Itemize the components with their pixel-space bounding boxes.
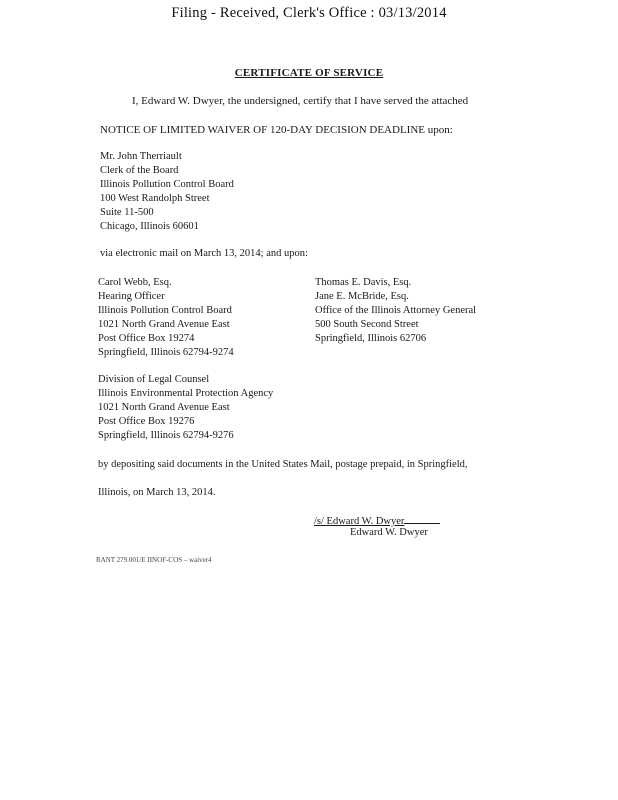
address-line: Clerk of the Board bbox=[100, 165, 179, 176]
document-code: RANT 279.001/E IINOF-COS – waiver4 bbox=[96, 556, 212, 564]
address-line: Carol Webb, Esq. bbox=[98, 277, 172, 288]
signature: /s/ Edward W. Dwyer bbox=[314, 516, 405, 527]
mail-line-2: Illinois, on March 13, 2014. bbox=[98, 487, 216, 498]
recipient-attorney-general bbox=[315, 276, 476, 346]
signature-underline bbox=[404, 513, 440, 524]
recipient-clerk bbox=[100, 150, 234, 234]
address-line: Chicago, Illinois 60601 bbox=[100, 221, 199, 232]
recipient-hearing-officer bbox=[98, 276, 234, 360]
address-line: Springfield, Illinois 62794-9274 bbox=[98, 347, 234, 358]
signature-line bbox=[314, 513, 440, 527]
address-line: Springfield, Illinois 62794-9276 bbox=[98, 430, 234, 441]
document-title: CERTIFICATE OF SERVICE bbox=[234, 67, 384, 79]
address-line: Jane E. McBride, Esq. bbox=[315, 291, 409, 302]
address-line: 1021 North Grand Avenue East bbox=[98, 402, 230, 413]
address-line: Illinois Pollution Control Board bbox=[100, 179, 234, 190]
address-line: Post Office Box 19276 bbox=[98, 416, 195, 427]
address-line: 100 West Randolph Street bbox=[100, 193, 210, 204]
address-line: Springfield, Illinois 62706 bbox=[315, 333, 427, 344]
address-line: Illinois Pollution Control Board bbox=[98, 305, 232, 316]
signer-name: Edward W. Dwyer bbox=[350, 527, 428, 538]
address-line: Hearing Officer bbox=[98, 291, 165, 302]
address-line: Office of the Illinois Attorney General bbox=[315, 305, 477, 316]
address-line: Division of Legal Counsel bbox=[98, 374, 210, 385]
address-line: 1021 North Grand Avenue East bbox=[98, 319, 230, 330]
via-email-line: via electronic mail on March 13, 2014; and upon: bbox=[100, 248, 308, 259]
mail-line-1: by depositing said documents in the United States Mail, postage prepaid, in Springfield, bbox=[98, 459, 468, 470]
address-line: 500 South Second Street bbox=[315, 319, 419, 330]
address-line: Suite 11-500 bbox=[100, 207, 154, 218]
address-line: Mr. John Therriault bbox=[100, 151, 182, 162]
address-line: Thomas E. Davis, Esq. bbox=[315, 277, 412, 288]
certification-intro: I, Edward W. Dwyer, the undersigned, certify that I have served the attached bbox=[132, 95, 469, 107]
address-line: Illinois Environmental Protection Agency bbox=[98, 388, 274, 399]
notice-line: NOTICE OF LIMITED WAIVER OF 120-DAY DECISION DEADLINE upon: bbox=[100, 124, 453, 136]
filing-stamp: Filing - Received, Clerk's Office : 03/13/2014 bbox=[171, 5, 447, 21]
recipient-legal-counsel bbox=[98, 373, 273, 443]
address-line: Post Office Box 19274 bbox=[98, 333, 195, 344]
